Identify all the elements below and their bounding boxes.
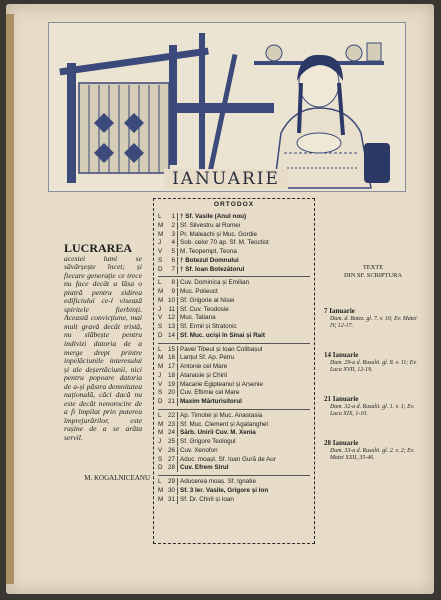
quote-author: M. KOGALNICEANU <box>84 474 150 482</box>
calendar-day-row <box>158 332 310 340</box>
month-title <box>48 169 404 189</box>
saint-name: Pavel Tibeul și Ioan Colibașul <box>180 345 263 353</box>
day-number: 9 <box>166 288 178 296</box>
kogalniceanu-quote <box>64 241 142 444</box>
scripture-heading-line-1: TEXTE <box>362 264 384 271</box>
calendar-day-row <box>158 447 310 455</box>
weekday-letter: J <box>158 371 162 379</box>
day-number: 7 <box>166 266 178 274</box>
day-number: 3 <box>166 231 178 239</box>
weekday-letter: M <box>158 221 164 229</box>
day-number: 1 <box>166 213 178 221</box>
day-number: 10 <box>166 297 178 305</box>
weekday-letter: M <box>158 486 164 494</box>
saint-name: † Sf. Ioan Botezătorul <box>180 265 245 273</box>
weekday-letter: L <box>158 279 162 287</box>
calendar-day-row <box>158 456 310 464</box>
day-number: 11 <box>166 306 178 314</box>
reading-text: Dum. 29-a d. Rusalii. gl. 8. v. 11; Ev. Luca XVII, 12-19. <box>330 360 417 374</box>
calendar-day-row <box>158 372 310 380</box>
weekday-letter: M <box>158 230 164 238</box>
day-number: 26 <box>166 447 178 455</box>
day-number: 29 <box>166 478 178 486</box>
calendar-day-row <box>158 288 310 296</box>
calendar-day-row <box>158 381 310 389</box>
calendar-day-row <box>158 487 310 495</box>
weekday-letter: M <box>158 296 164 304</box>
saint-name: Sf. Cuv. Teodosie <box>180 305 229 313</box>
weekday-letter: S <box>158 389 163 397</box>
day-number: 28 <box>166 464 178 472</box>
calendar-day-row <box>158 266 310 274</box>
saint-name: Cuv. Efrem Sirul <box>180 464 229 472</box>
calendar-day-row <box>158 297 310 305</box>
saint-name: Lanțul Sf. Ap. Petru <box>180 354 235 362</box>
reading-date: 28 Ianuarie <box>324 439 359 447</box>
calendar-day-row <box>158 478 310 486</box>
day-number: 4 <box>166 239 178 247</box>
day-number: 16 <box>166 354 178 362</box>
saint-name: Atanasie și Chiril <box>180 371 227 379</box>
weekday-letter: L <box>158 411 162 419</box>
weekday-letter: V <box>158 380 163 388</box>
calendar-day-row <box>158 306 310 314</box>
calendar-heading: ORTODOX <box>213 201 255 208</box>
weekday-letter: M <box>158 354 164 362</box>
saint-name: Macarie Egipteanul și Arsenie <box>180 380 263 388</box>
scripture-reading <box>324 352 422 375</box>
calendar-day-row <box>158 213 310 221</box>
day-number: 6 <box>166 257 178 265</box>
calendar-day-row <box>158 239 310 247</box>
weekday-letter: J <box>158 305 162 313</box>
saint-name: Sf. Muc. Clement și Agatanghel <box>180 420 268 428</box>
weekday-letter: J <box>158 438 162 445</box>
weekday-letter: D <box>158 331 163 339</box>
saint-name: Cuv. Dominica și Emilian <box>180 279 250 287</box>
reading-date: 7 Ianuarie <box>324 307 355 315</box>
header-illustration <box>48 22 406 192</box>
calendar-page <box>6 4 434 594</box>
calendar-day-row <box>158 438 310 446</box>
weekday-letter: L <box>158 213 162 220</box>
saint-name: Aducerea moaș. Sf. Ignatie <box>180 478 256 485</box>
day-number: 5 <box>166 248 178 256</box>
calendar-day-row <box>158 389 310 397</box>
calendar-day-row <box>158 346 310 354</box>
saint-name: Sf. Grigorie al Nisei <box>180 296 235 304</box>
weekday-letter: V <box>158 446 163 454</box>
calendar-day-row <box>158 257 310 265</box>
day-number: 21 <box>166 398 178 406</box>
week-separator <box>158 475 310 476</box>
saint-name: † Botezul Domnului <box>180 256 239 264</box>
saint-name: Antonie cel Mare <box>180 363 228 370</box>
day-number: 12 <box>166 314 178 322</box>
saint-name: † Sf. Vasile (Anul nou) <box>180 213 247 220</box>
calendar-day-row <box>158 222 310 230</box>
saint-name: Sob. celor 70 ap. Sf. M. Teoctist <box>180 239 269 247</box>
saint-name: Ap. Timotei și Muc. Anastasia <box>180 411 263 419</box>
quote-body: acestei lumi se săvârșește încet; și fiecare generație ce trece nu face decât a lăsa o piatră pentru zidirea edificiului ce-l visează spiritele fierbinți. Această convicțiune, mai mult gravă decât tristă, nu slăbește pentru indivizi datoria de a merge drept printre inpelăciunile interesului și ale deșertăciunii, nici pentru popoare datoria de a-și păstra demnitatea națională, căci dacă nu este decât nenorocire de a fi împilat prin puterea împrejurărilor, este rușine de a se arăta servil. <box>64 253 142 443</box>
day-number: 17 <box>166 363 178 371</box>
day-number: 23 <box>166 421 178 429</box>
day-number: 20 <box>166 389 178 397</box>
week-separator <box>158 409 310 410</box>
weekday-letter: D <box>158 464 163 472</box>
day-number: 8 <box>166 279 178 287</box>
day-number: 18 <box>166 372 178 380</box>
weaving-woman-illustration <box>49 23 405 191</box>
weekday-letter: S <box>158 256 163 264</box>
saint-name: Sf. Muc. uciși în Sinai și Rait <box>180 331 266 339</box>
weekday-letter: V <box>158 248 163 255</box>
saint-name: Sf. Dr. Chiril și Ioan <box>180 495 234 503</box>
day-number: 25 <box>166 438 178 446</box>
weekday-letter: V <box>158 314 163 322</box>
weekday-letter: M <box>158 495 164 503</box>
day-number: 30 <box>166 487 178 495</box>
scripture-reading <box>324 440 422 463</box>
weekday-letter: S <box>158 323 163 330</box>
day-number: 19 <box>166 381 178 389</box>
weekday-letter: M <box>158 288 164 295</box>
weekday-letter: D <box>158 265 163 273</box>
day-number: 14 <box>166 332 178 340</box>
scripture-heading <box>324 264 422 280</box>
calendar-day-row <box>158 363 310 371</box>
month-label: IANUARIE <box>164 169 288 189</box>
scripture-heading-line-2: DIN SF. SCRIPTURA <box>344 272 402 279</box>
calendar-day-row <box>158 412 310 420</box>
saint-name: Sf. Ermil și Stratonic <box>180 323 237 330</box>
saint-name: Muc. Tatiana <box>180 314 216 322</box>
day-number: 15 <box>166 346 178 354</box>
saint-name: Sf. Silvestru al Romei <box>180 221 241 229</box>
saint-name: Maxim Mărturisitorul <box>180 398 242 405</box>
orthodox-calendar-box <box>153 198 315 544</box>
binding-edge <box>6 14 14 584</box>
week-separator <box>158 276 310 277</box>
day-number: 24 <box>166 429 178 437</box>
scripture-reading <box>324 396 422 419</box>
week-separator <box>158 343 310 344</box>
day-number: 31 <box>166 496 178 504</box>
reading-text: Dum. 33-a d. Rusalii. gl. 2. v. 2; Ev. Matei XXII, 35-46. <box>330 448 415 462</box>
saint-name: Cuv. Eftimie cel Mare <box>180 389 240 397</box>
calendar-day-row <box>158 398 310 406</box>
calendar-day-row <box>158 354 310 362</box>
scripture-reading <box>324 308 422 331</box>
saint-name: Cuv. Xenofon <box>180 446 218 454</box>
day-number: 27 <box>166 456 178 464</box>
reading-date: 14 Ianuarie <box>324 351 359 359</box>
weekday-letter: M <box>158 420 164 428</box>
calendar-day-row <box>158 464 310 472</box>
day-number: 22 <box>166 412 178 420</box>
weekday-letter: D <box>158 398 163 405</box>
saint-name: Sf. 3 Ier. Vasile, Grigore și Ion <box>180 486 269 494</box>
weekday-letter: J <box>158 239 162 247</box>
calendar-day-row <box>158 421 310 429</box>
calendar-day-row <box>158 314 310 322</box>
day-number: 13 <box>166 323 178 331</box>
calendar-day-row <box>158 429 310 437</box>
quote-initial-word: LUCRAREA <box>64 241 133 255</box>
day-number: 2 <box>166 222 178 230</box>
calendar-day-row <box>158 279 310 287</box>
weekday-letter: L <box>158 478 162 485</box>
calendar-day-row <box>158 231 310 239</box>
saint-name: Sf. Grigore Teologul <box>180 438 236 445</box>
calendar-day-row <box>158 496 310 504</box>
weekday-letter: L <box>158 345 162 353</box>
reading-date: 21 Ianuarie <box>324 395 359 403</box>
saint-name: M. Teopempt, Teona <box>180 248 237 255</box>
calendar-day-row <box>158 248 310 256</box>
weekday-letter: M <box>158 363 164 370</box>
saint-name: Muc. Polieuct <box>180 288 218 295</box>
saint-name: Aduc. moașt. Sf. Ioan Gură de Aur <box>180 455 276 463</box>
reading-text: Dum. d. Botez. gl. 7. v. 10; Ev. Matei IV, 12-17. <box>330 316 417 330</box>
saint-name: Sărb. Unirii Cuv. M. Xenia <box>180 429 256 437</box>
weekday-letter: S <box>158 455 163 463</box>
calendar-day-row <box>158 323 310 331</box>
reading-text: Dum. 32-a d. Rusalii. gl. 1. v. 1; Ev. Luca XIX, 1-10. <box>330 404 415 418</box>
weekday-letter: M <box>158 429 164 437</box>
saint-name: Pr. Maleachi și Muc. Gordie <box>180 230 257 238</box>
